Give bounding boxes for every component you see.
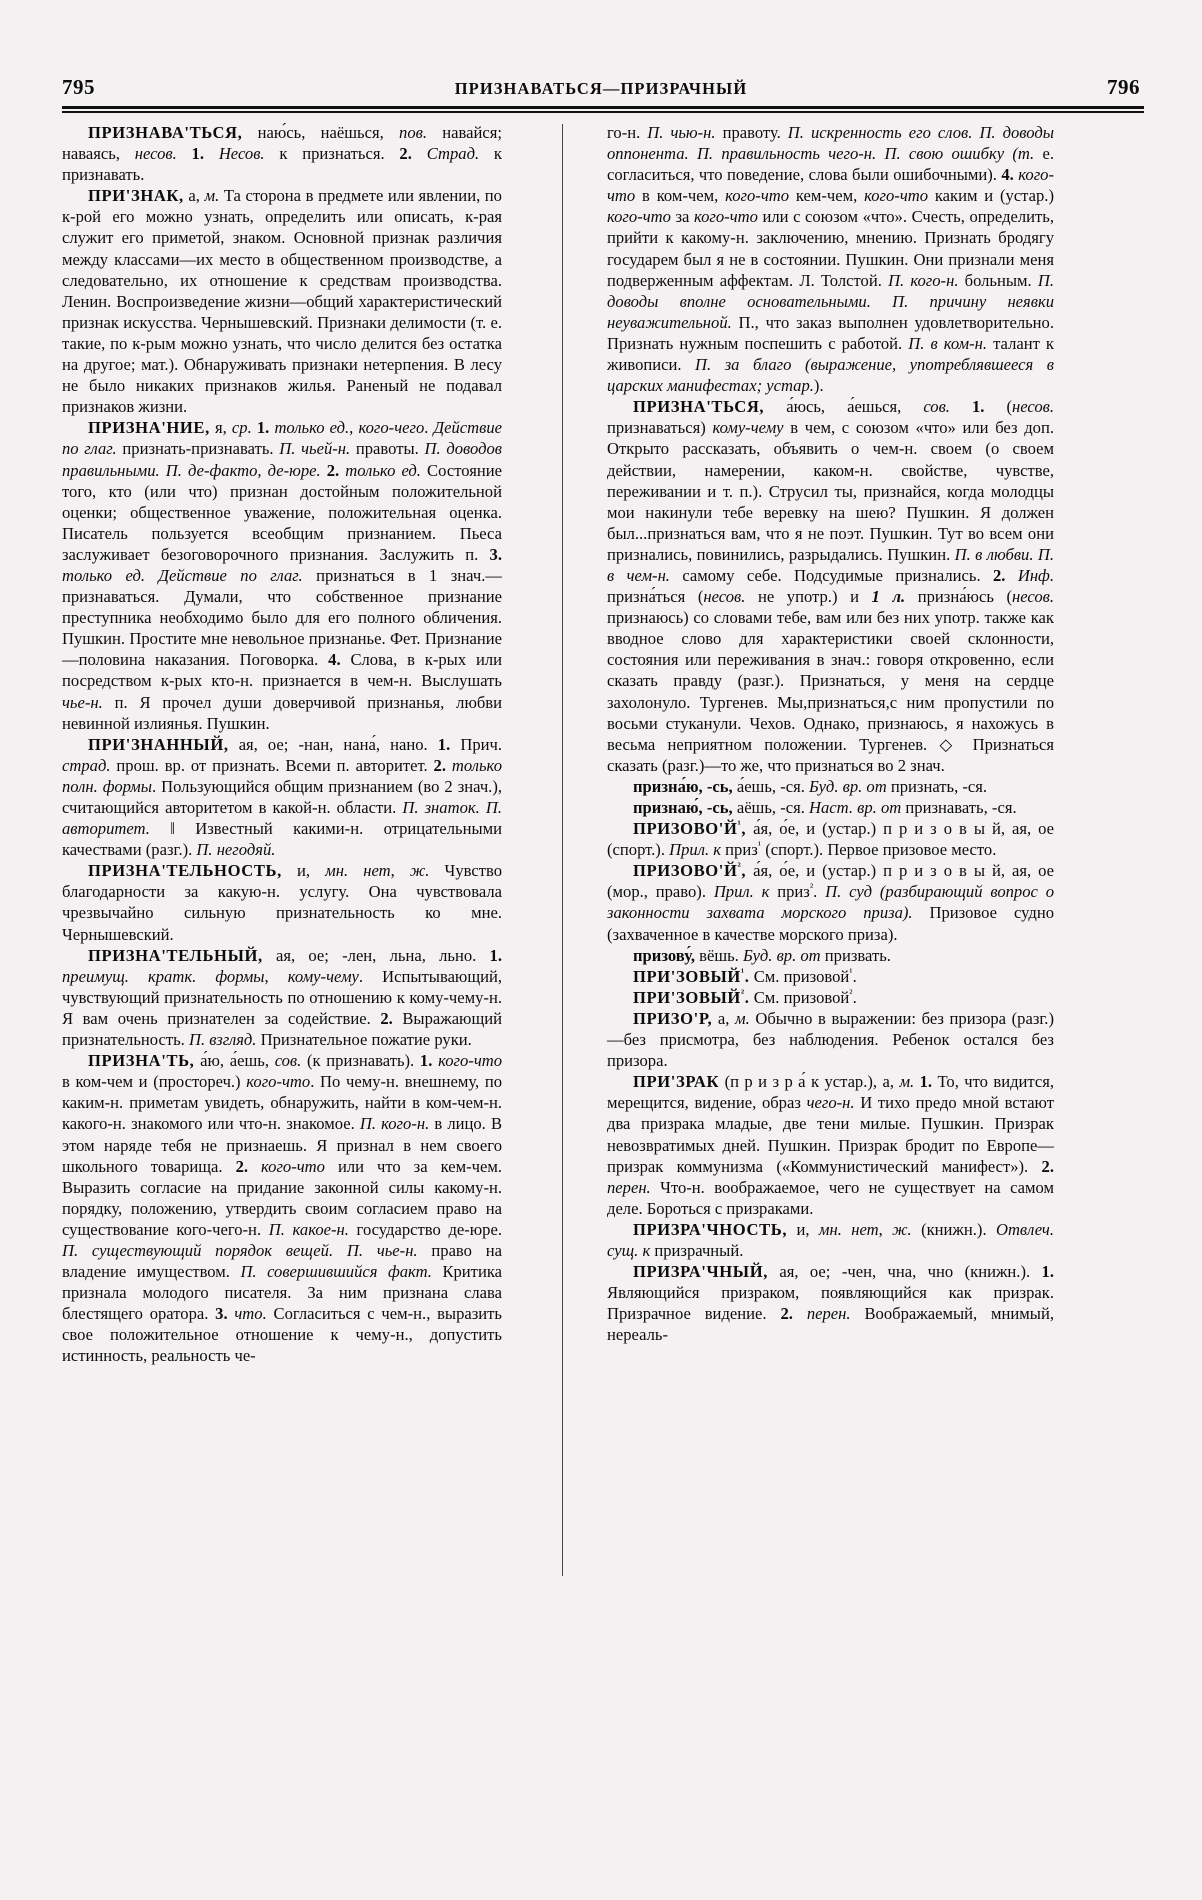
headword: ПРИЗНА'ТЬ,	[88, 1051, 195, 1071]
dictionary-entry	[62, 185, 502, 417]
headword: ПРИ'ЗНАННЫЙ,	[88, 734, 229, 754]
headword: ПРИ'ЗРАК	[633, 1072, 720, 1092]
headword: призову́,	[633, 945, 695, 965]
headword: призна́ю, -сь,	[633, 776, 733, 796]
dictionary-entry	[607, 776, 1054, 797]
headword: ПРИЗРА'ЧНЫЙ,	[633, 1262, 768, 1282]
entry-body: а́я, о́е, и (устар.) п р и з о в ы й, ая, ое (мор., право). Прил. к приз$^{^2}$. П. суд (разбирающий вопрос о законности захвата морского приза). Призовое судно (захваченное в качестве морского приза).	[607, 861, 1055, 944]
headword: ПРИЗНАВА'ТЬСЯ,	[88, 123, 243, 142]
dictionary-entry	[607, 987, 1054, 1008]
entry-body: а, м. Обычно в выражении: без призора (разг.)—без присмотра, без наблюдения. Ребенок остался без призора.	[607, 1008, 1054, 1071]
headword: $ПРИ'ЗОВЫЙ^{^1}$.	[633, 966, 750, 986]
entry-body: а́юсь, а́ешься, сов. 1. (несов. признаваться) кому-чему в чем, с союзом «что» или без доп. Открыто рассказать, объявить о чем-н. своем (о своем действии, намерении, каком-н. свойстве, чувстве, переживании и т. п.). Струсил ты, признайся, когда молодцы мои накинули тебе веревку на шею? Пушкин. Я должен был...признаться вам, что я не поэт. Пушкин. Тут во всем они признались, повинились, разрыдались. Пушкин. П. в любви. П. в чем-н. самому себе. Подсудимые признались. 2. Инф. призна́ться (несов. не употр.) и 1 л. призна́юсь (несов. признаюсь) со словами тебе, вам или без них употр. также как вводное слово для характеристики своей склонности, состояния или переживания в знач.: говоря откровенно, если сказать правду (разг.). Признаться, у меня на сердце захолонуло. Тургенев. Мы,признаться,с ним пропустили по восьми стуканули. Чехов. Однако, признаюсь, я нахожусь в весьма неприятном положении. Тургенев. ◇ Признаться сказать (разг.)—то же, что признаться во 2 знач.	[607, 397, 1055, 775]
dictionary-entry	[607, 818, 1054, 860]
entry-body: го-н. П. чью-н. правоту. П. искренность его слов. П. доводы оппонента. П. правильность чего-н. П. свою ошибку (т. е. согласиться, что поведение, слова были ошибочными). 4. кого-что в ком-чем, кого-что кем-чем, кого-что каким и (устар.) кого-что за кого-что или с союзом «что». Счесть, определить, прийти к какому-н. заключению, мнению. Признать бродягу государем был я не в состоянии. Пушкин. Они признали меня подверженным аффектам. Л. Толстой. П. кого-н. больным. П. доводы вполне основательными. П. причину неявки неуважительной. П., что заказ выполнен удовлетворительно. Признать нужным поспешить с работой. П. в ком-н. талант к живописи. П. за благо (выражение, употреблявшееся в царских манифестах; устар.).	[607, 123, 1055, 396]
columns-area	[62, 122, 1144, 1862]
dictionary-entry	[62, 734, 502, 861]
headword: ПРИ'ЗНАК,	[88, 186, 184, 206]
entry-body: вёшь. Буд. вр. от призвать.	[699, 945, 891, 965]
headword: ПРИЗНА'ТЬСЯ,	[633, 397, 765, 417]
dictionary-entry	[607, 122, 1054, 396]
headword: ПРИЗНА'НИЕ,	[88, 418, 210, 438]
dictionary-entry	[607, 860, 1054, 944]
folio-left: 795	[62, 75, 95, 99]
entry-body: а́я, о́е, и (устар.) п р и з о в ы й, ая, ое (спорт.). Прил. к приз$^{^1}$ (спорт.). Первое призовое место.	[607, 819, 1054, 860]
dictionary-entry	[607, 797, 1054, 818]
running-head	[62, 58, 1140, 98]
rule-thick	[62, 106, 1144, 109]
dictionary-entry	[607, 1219, 1054, 1261]
headword: ПРИЗРА'ЧНОСТЬ,	[633, 1219, 788, 1239]
folio-right: 796	[1107, 75, 1140, 99]
column-left	[62, 122, 502, 1367]
entry-body: наю́сь, наёшься, пов. навайся; наваясь, несов. 1. Несов. к признаться. 2. Страд. к признавать.	[62, 123, 502, 185]
headword: ПРИЗНА'ТЕЛЬНОСТЬ,	[88, 861, 282, 881]
headword: ПРИЗО'Р,	[633, 1008, 713, 1028]
header-rule	[62, 106, 1144, 114]
dictionary-entry	[62, 860, 502, 944]
column-divider	[562, 124, 563, 1576]
entry-body: и, мн. нет, ж. (книжн.). Отвлеч. сущ. к призрачный.	[607, 1219, 1054, 1260]
entry-body: ая, ое; -чен, чна, чно (книжн.). 1. Являющийся призраком, появляющийся как призрак. Призрачное видение. 2. перен. Воображаемый, мнимый, нереаль-	[607, 1262, 1054, 1345]
dictionary-entry	[607, 1261, 1054, 1345]
headword: $ПРИ'ЗОВЫЙ^{^2}$.	[633, 987, 750, 1007]
entry-body: ая, ое; -лен, льна, льно. 1. преимущ. кратк. формы, кому-чему. Испытывающий, чувствующий признательность по отношению к кому-чему-н. Я вам очень признателен за содействие. 2. Выражающий признательность. П. взгляд. Признательное пожатие руки.	[62, 945, 503, 1050]
dictionary-entry	[62, 417, 502, 733]
dictionary-entry	[607, 945, 1054, 966]
column-right	[607, 122, 1054, 1345]
dictionary-entry	[607, 396, 1054, 776]
entry-body: а́ешь, -ся. Буд. вр. от признать, -ся.	[736, 776, 988, 796]
entry-body: а, м. Та сторона в предмете или явлении, по к-рой его можно узнать, определить или описать, к-рая служит его приметой, знаком. Основной признак различия между классами—их место в общественном производстве, а следовательно, их отношение к средствам производства. Ленин. Воспроизведение жизни—общий характеристический признак искусства. Чернышевский. Признаки делимости (т. е. такие, по к-рым можно узнать, что число делится без остатка на другое; мат.). Обнаруживать признаки нетерпения. В лесу не было никаких признаков жилья. Раненый не подавал признаков жизни.	[62, 186, 502, 417]
entry-body: ая, ое; -нан, нана́, нано. 1. Прич. страд. прош. вр. от признать. Всеми п. авторитет. 2. только полн. формы. Пользующийся общим признанием (во 2 знач.), считающийся авторитетом в какой-н. области. П. знаток. П. авторитет. ‖ Известный какими-н. отрицательными качествами (разг.). П. негодяй.	[62, 734, 502, 860]
headword: ПРИЗНА'ТЕЛЬНЫЙ,	[88, 945, 263, 965]
entry-body: и, мн. нет, ж. Чувство благодарности за какую-н. услугу. Она чувствовала чрезвычайно сильную признательность ко мне. Чернышевский.	[62, 861, 503, 944]
dictionary-entry	[62, 122, 502, 185]
entry-body: а́ю, а́ешь, сов. (к признавать). 1. кого-что в ком-чем и (простореч.) кого-что. По чему-н. внешнему, по каким-н. приметам увидеть, обнаружить, найти в ком-чем-н. какого-н. знакомого или что-н. знакомое. П. кого-н. в лицо. В этом наряде тебя не признаешь. Я признал в нем своего школьного товарища. 2. кого-что или что за кем-чем. Выразить согласие на придание законной силы какому-н. порядку, положению, утвердить своим согласием право на существование кого-чего-н. П. какое-н. государство де-юре. П. существующий порядок вещей. П. чье-н. право на владение имуществом. П. совершившийся факт. Критика признала молодого писателя. За ним признана слава блестящего оратора. 3. что. Согласиться с чем-н., выразить свое положительное отношение к чему-н., допустить истинность, реальность че-	[62, 1051, 503, 1366]
dictionary-entry	[62, 945, 502, 1050]
entry-body: См. призовой$^{^2}$.	[753, 987, 857, 1007]
entry-body: аёшь, -ся. Наст. вр. от признавать, -ся.	[736, 798, 1017, 817]
dictionary-entry	[607, 1008, 1054, 1071]
headword: $ПРИЗОВО'Й^{^2}$,	[633, 860, 747, 881]
headword: признаю́, -сь,	[633, 798, 733, 817]
rule-thin	[62, 111, 1144, 113]
dictionary-entry	[607, 1071, 1054, 1219]
entry-body: я, ср. 1. только ед., кого-чего. Действие по глаг. признать-признавать. П. чьей-н. правоты. П. доводов правильными. П. де-факто, де-юре. 2. только ед. Состояние того, кто (или что) признан достойным положительной оценки; общественное уважение, положительная оценка. Писатель пользуется всеобщим признанием. Пьеса заслуживает безоговорочного признания. Заслужить п. 3. только ед. Действие по глаг. признаться в 1 знач.—признаваться. Думали, что собственное признание преступника необходимо было для его полного обличения. Пушкин. Простите мне невольное признанье. Фет. Признание—половина наказания. Поговорка. 4. Слова, в к-рых или посредством к-рых кто-н. признается в чем-н. Выслушать чье-н. п. Я прочел души доверчивой признанья, любви невинной излиянья. Пушкин.	[62, 418, 503, 733]
headword: $ПРИЗОВО'Й^{^1}$,	[633, 818, 747, 839]
entry-body: (п р и з р а́ к устар.), а, м. 1. То, что видится, мерещится, видение, образ чего-н. И тихо предо мной встают два призрака младые, две тени милые. Пушкин. Призрак невозвратимых дней. Пушкин. Призрак бродит по Европе—призрак коммунизма («Коммунистический манифест»). 2. перен. Что-н. воображаемое, чего не существует на самом деле. Бороться с призраками.	[607, 1072, 1055, 1218]
dictionary-entry	[62, 1050, 502, 1366]
entry-body: См. призовой$^{^1}$.	[753, 966, 857, 986]
running-title: ПРИЗНАВАТЬСЯ—ПРИЗРАЧНЫЙ	[454, 78, 748, 98]
dictionary-entry	[607, 966, 1054, 987]
